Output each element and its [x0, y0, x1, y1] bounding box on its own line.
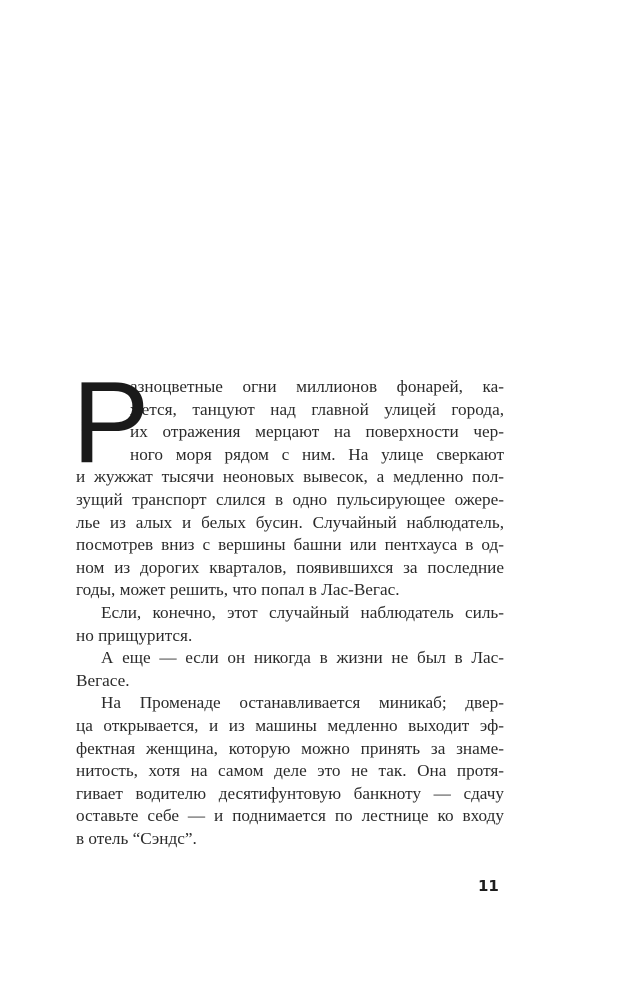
text-line: Вегасе. — [76, 670, 130, 690]
paragraph-3 — [76, 647, 504, 692]
text-line: А еще — если он никогда в жизни не был в Лас- — [101, 648, 504, 668]
text-line: их отражения мерцают на поверхности чер- — [130, 422, 504, 442]
text-line: гивает водителю десятифунтовую банкноту — сдачу — [76, 783, 504, 803]
text-line: но прищурится. — [76, 625, 193, 645]
text-line: оставьте себе — и поднимается по лестнице ко входу — [76, 806, 504, 826]
text-line: посмотрев вниз с вершины башни или пентхауса в од- — [76, 535, 504, 555]
text-line: лье из алых и белых бусин. Случайный наблюдатель, — [76, 512, 504, 532]
paragraph-2 — [76, 602, 504, 647]
text-line: жется, танцуют над главной улицей города, — [130, 399, 504, 419]
text-line: и жужжат тысячи неоновых вывесок, а медленно пол- — [76, 467, 504, 487]
text-line: фектная женщина, которую можно принять за знаме- — [76, 738, 504, 758]
text-line: годы, может решить, что попал в Лас-Вегас. — [76, 580, 400, 600]
body-text — [72, 357, 504, 850]
text-line: ного моря рядом с ним. На улице сверкают — [130, 444, 504, 464]
text-line: Если, конечно, этот случайный наблюдатель силь- — [101, 602, 504, 622]
text-line: в отель “Сэндс”. — [76, 828, 197, 848]
paragraph-4 — [76, 692, 504, 850]
page-number: 11 — [478, 877, 499, 895]
text-line: зущий транспорт слился в одно пульсирующее ожере- — [76, 489, 504, 509]
text-line: ца открывается, и из машины медленно выходит эф- — [76, 715, 504, 735]
text-line: азноцветные огни миллионов фонарей, ка- — [130, 377, 504, 396]
drop-cap: Р — [72, 357, 150, 487]
text-line: На Променаде останавливается миникаб; двер- — [101, 693, 504, 713]
text-line: нитость, хотя на самом деле это не так. Она протя- — [76, 761, 504, 781]
text-line: ном из дорогих кварталов, появившихся за последние — [76, 557, 504, 577]
